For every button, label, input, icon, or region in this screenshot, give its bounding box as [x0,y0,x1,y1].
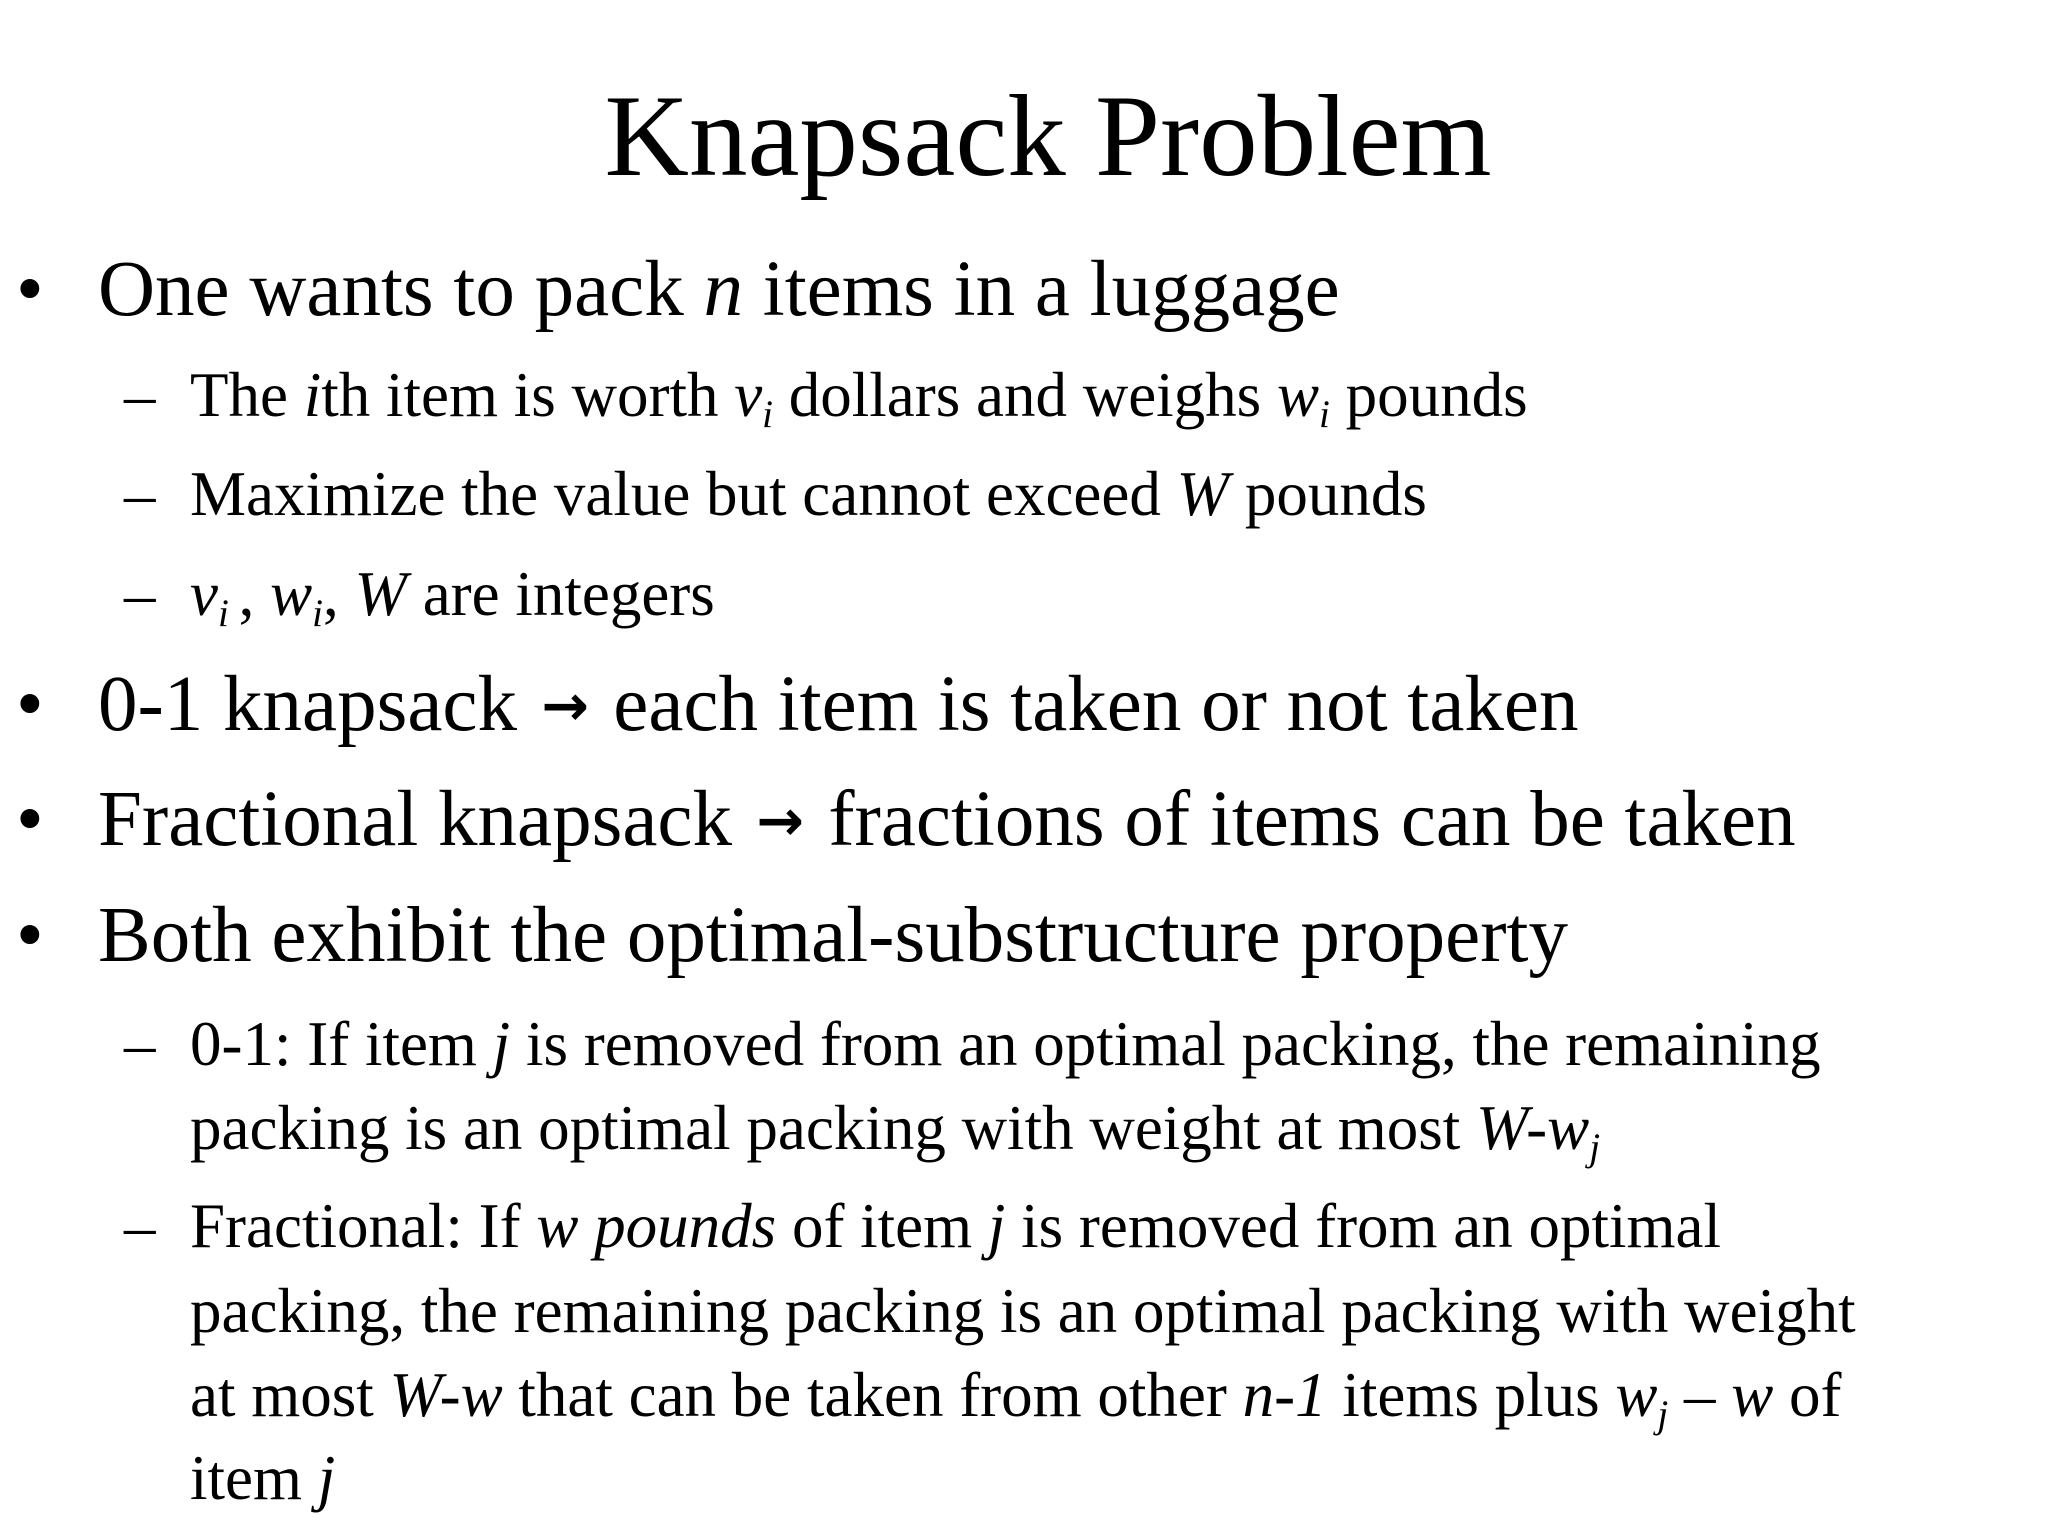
subbullet-item-worth: The ith item is worth $v_i$ dollars and weighs $w_i$ pounds [190,360,1528,436]
right-arrow-icon: → [541,673,589,740]
subbullet-01-line1: 0-1: If item j is removed from an optimal packing, the remaining [190,1009,1821,1079]
bullet-optimal-substructure: Both exhibit the optimal-substructure property [98,892,1568,979]
subbullet-01-line2: packing is an optimal packing with weight at most $W-w_j$ [190,1093,1601,1169]
slide-title: Knapsack Problem [604,72,1492,201]
bullet-marker: • [16,661,44,748]
right-arrow-icon: → [756,788,804,855]
subbullet-integers: $v_i$ , $w_i$, W are integers [190,559,715,635]
bullet-01-knapsack: 0-1 knapsack → each item is taken or not taken [98,661,1579,748]
bullet-pack-items: One wants to pack n items in a luggage [98,246,1340,333]
dash-marker: – [124,360,156,430]
bullet-marker: • [16,892,44,979]
subbullet-maximize-value: Maximize the value but cannot exceed W pounds [190,459,1427,529]
dash-marker: – [124,459,156,529]
dash-marker: – [124,1191,156,1261]
bullet-marker: • [16,776,44,863]
dash-marker: – [124,1009,156,1079]
subbullet-fractional-line4: item j [190,1443,336,1513]
bullet-marker: • [16,246,44,333]
subbullet-fractional-line3: at most W-w that can be taken from other n-1 items plus $w_j$ – w of [190,1360,1842,1436]
bullet-fractional-knapsack: Fractional knapsack → fractions of items can be taken [98,776,1796,863]
subbullet-fractional-line2: packing, the remaining packing is an optimal packing with weight [190,1276,1856,1346]
subbullet-fractional-line1: Fractional: If w pounds of item j is removed from an optimal [190,1191,1721,1261]
dash-marker: – [124,559,156,629]
